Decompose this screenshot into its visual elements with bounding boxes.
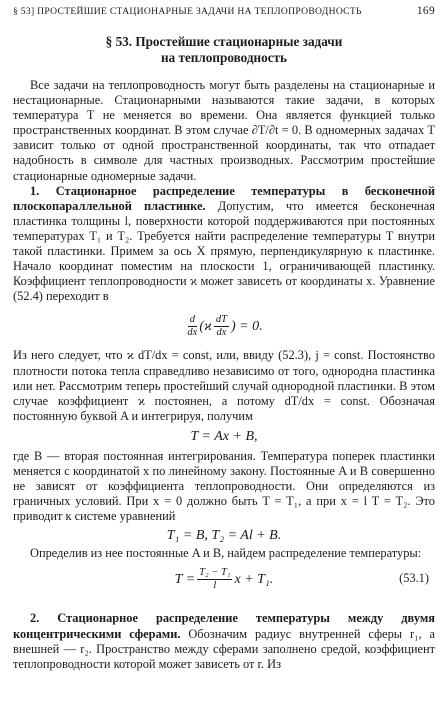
subsection-1-text: Допустим, что имеется бесконечная пластинка толщины l, поверхности которой поддерживаются при постоянных температурах T₁ и T₂. Требуется найти распределение температуры T внутри такой пластинки. Примем за ось X прямую, перпендикулярную к пластинке. Начало координат поместим на плоскости 1, ограничивающей пластинку. Коэффициент теплопроводности ϰ может зависеть от координаты x. Уравнение (52.4) переходит в bbox=[13, 198, 436, 304]
equation-number: (53.1) bbox=[399, 571, 429, 586]
paragraph-after-formula-1: Из него следует, что ϰ dT/dx = const, или, ввиду (52.3), j = const. Постоянство плотности потока тепла справедливо независимо от того, однородна пластинка или нет. Рассмотрим теперь простейший случай однородной пластинки. В этом случае коэффициент ϰ постоянен, а потому dT/dx = const. Обозначая постоянную буквой A и интегрируя, получим bbox=[13, 348, 435, 423]
subsection-2-heading: 2. Стационарное распределение температуры между двумя концентрическими сферами. bbox=[13, 611, 435, 641]
subsection-1-heading: 1. Стационарное распределение температуры в бесконечной плоскопараллельной пластинке. bbox=[13, 183, 435, 213]
paragraph-after-formula-2: где B — вторая постоянная интегрирования. Температура поперек пластинки меняется с координатой x по линейному закону. Постоянные A и B совершенно не зависят от коэффициента теплопроводности. Они определяются из граничных условий. При x = 0 должно быть T = T₁, а при x = l T = T₂. Это приводит к системе уравнений bbox=[13, 448, 435, 524]
formula-heat-equation: $\frac{d}{dx}$ (ϰ $\frac{dT}{dx}$ ) = 0. bbox=[187, 313, 263, 338]
running-title: § 53] ПРОСТЕЙШИЕ СТАЦИОНАРНЫЕ ЗАДАЧИ НА ТЕПЛОПРОВОДНОСТЬ bbox=[13, 6, 362, 17]
section-title-line2: на теплопроводность bbox=[160, 49, 288, 65]
intro-paragraph: Все задачи на теплопроводность могут быть разделены на стационарные и нестационарные. Стационарными называются такие задачи, в которых температура T не меняется во времени. Она является функцией только пространственных координат. В этом случае ∂T/∂t = 0. В одномерных задачах T зависит только от одной пространственной координаты, так что отпадает надобность в символе для частных производных. Рассмотрим простейшие стационарные одномерные задачи. bbox=[13, 78, 435, 183]
formula-boundary-system: T₁ = B, T₂ = Al + B. bbox=[166, 527, 282, 543]
paragraph-after-formula-3: Определив из нее постоянные A и B, найдем распределение температуры: bbox=[30, 546, 422, 561]
subsection-1-paragraph bbox=[13, 184, 435, 305]
section-title bbox=[13, 34, 435, 65]
running-head bbox=[13, 4, 435, 18]
formula-d-dx: $\frac{d}{dx}$ bbox=[187, 313, 198, 338]
subsection-2-paragraph bbox=[13, 611, 435, 671]
formula-linear-temperature: T = Ax + B, bbox=[190, 428, 258, 444]
formula-dT-dx: $\frac{dT}{dx}$ bbox=[215, 313, 227, 338]
formula-53-1-fraction: $\frac{\text{T₂ − T₁}}{l}$ bbox=[199, 566, 231, 591]
subsection-2-text: Обозначим радиус внутренней сферы r₁, а внешней — r₂. Пространство между сферами заполнено средой, коэффициент теплопроводности которой может зависеть от r. Из bbox=[13, 626, 435, 671]
formula-53-1: T = $\frac{\text{T₂ − T₁}}{l}$ x + T₁. (53.1) bbox=[174, 566, 429, 591]
section-title-line1: § 53. Простейшие стационарные задачи bbox=[105, 34, 343, 49]
page-number: 169 bbox=[416, 5, 435, 17]
